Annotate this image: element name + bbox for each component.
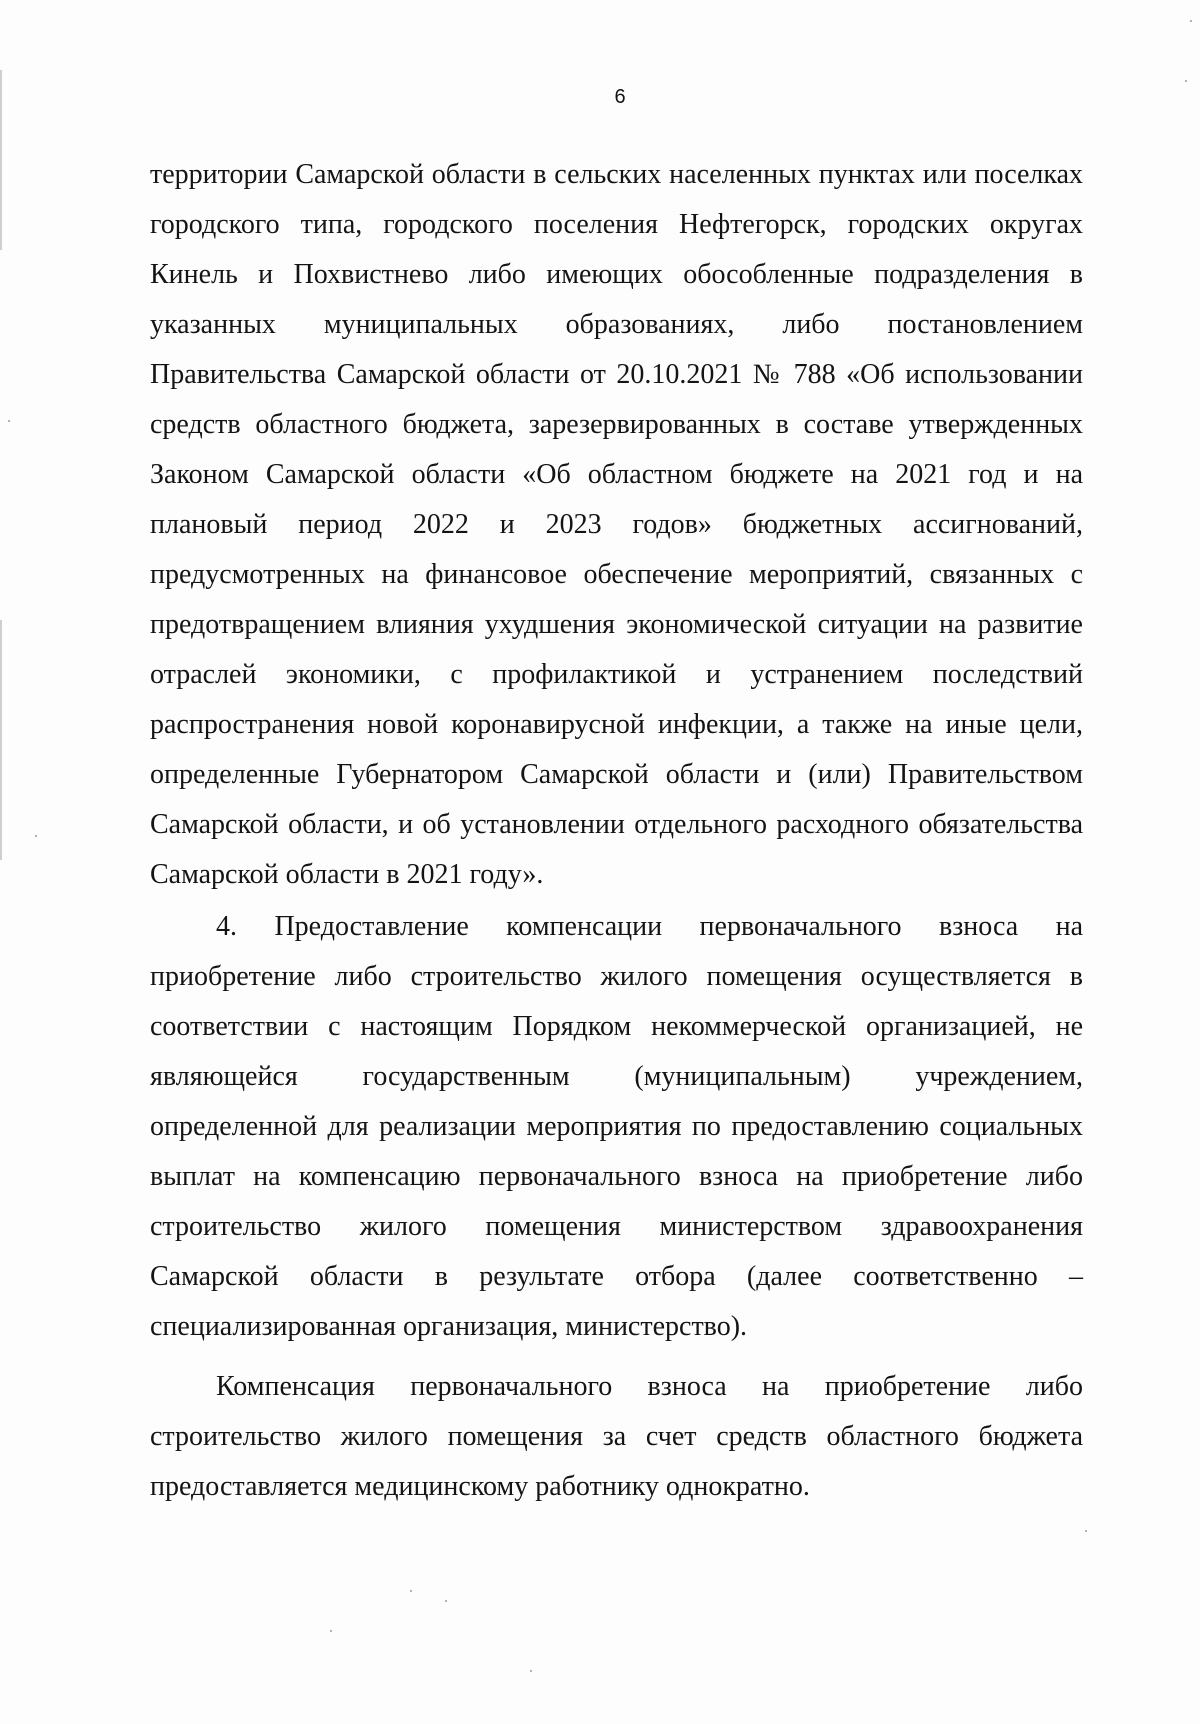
scan-speck xyxy=(1190,20,1192,22)
scan-speck xyxy=(1085,1530,1087,1532)
scan-speck xyxy=(8,420,10,422)
document-body xyxy=(150,150,1083,1512)
paragraph-compensation: Компенсация первоначального взноса на приобретение либо строительство жилого помещения за счет средств областного бюджета предоставляется медицинскому работнику однократно. xyxy=(150,1371,1083,1502)
scan-speck xyxy=(530,1670,532,1672)
page-number: 6 xyxy=(614,86,626,108)
scan-speck xyxy=(35,835,37,837)
paragraph-item-4: 4. Предоставление компенсации первоначального взноса на приобретение либо строительство жилого помещения осуществляется в соответствии с настоящим Порядком некоммерческой организацией, не являющейся государственным (муниципальным) учреждением, определенной для реализации мероприятия по предоставлению социальных выплат на компенсацию первоначального взноса на приобретение либо строительство жилого помещения министерством здравоохранения Самарской области в результате отбора (далее соответственно – специализированная организация, министерство). xyxy=(150,911,1083,1342)
scan-speck xyxy=(330,1630,332,1632)
scan-edge-mark xyxy=(0,620,2,860)
scan-speck xyxy=(410,1590,412,1592)
scan-speck xyxy=(445,1600,447,1602)
paragraph-continuation: территории Самарской области в сельских населенных пунктах или поселках городского типа, городского поселения Нефтегорск, городских округах Кинель и Похвистнево либо имеющих обособленные подразделения в указанных муниципальных образованиях, либо постановлением Правительства Самарской области от 20.10.2021 № 788 «Об использовании средств областного бюджета, зарезервированных в составе утвержденных Законом Самарской области «Об областном бюджете на 2021 год и на плановый период 2022 и 2023 годов» бюджетных ассигнований, предусмотренных на финансовое обеспечение мероприятий, связанных с предотвращением влияния ухудшения экономической ситуации на развитие отраслей экономики, с профилактикой и устранением последствий распространения новой коронавирусной инфекции, а также на иные цели, определенные Губернатором Самарской области и (или) Правительством Самарской области, и об установлении отдельного расходного обязательства Самарской области в 2021 году». xyxy=(150,159,1083,890)
scan-speck xyxy=(1185,80,1187,82)
